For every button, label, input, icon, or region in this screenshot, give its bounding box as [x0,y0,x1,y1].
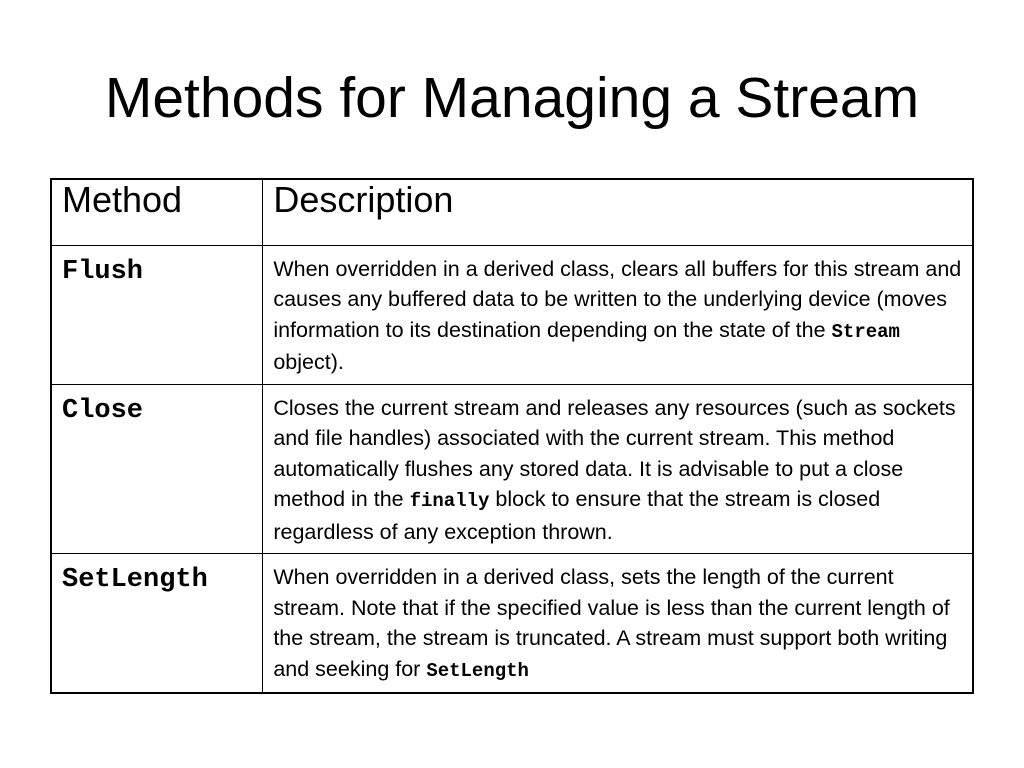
table-row [51,554,973,694]
table-row [51,384,973,554]
table-row [51,245,973,384]
method-name-cell: Flush [51,245,263,384]
description-cell [263,245,973,384]
inline-code: finally [409,490,490,512]
column-header-description: Description [263,179,973,245]
description-cell [263,554,973,694]
description-text: object). [273,350,344,374]
description-text: When overridden in a derived class, sets the length of the current stream. Note that if the specified value is less than the current length of the stream, the stream is truncated. A stream must support both writing and seeking for [273,565,950,681]
method-name-cell: SetLength [51,554,263,694]
methods-table [50,178,974,694]
column-header-method: Method [51,179,263,245]
description-text: When overridden in a derived class, clears all buffers for this stream and causes any buffered data to be written to the underlying device (moves information to its destination depending on the state of the [273,256,962,342]
description-text: Closes the current stream and releases any resources (such as sockets and file handles) associated with the current stream. This method automatically flushes any stored data. It is advisable to put a close method in the [273,395,956,511]
method-name-cell: Close [51,384,263,554]
inline-code: SetLength [426,659,529,682]
description-text: block to ensure that the stream is closed regardless of any exception thrown. [273,487,881,544]
inline-code: Stream [831,320,900,343]
description-cell [263,384,973,554]
slide-title: Methods for Managing a Stream [104,66,920,130]
table-header-row [51,179,973,245]
